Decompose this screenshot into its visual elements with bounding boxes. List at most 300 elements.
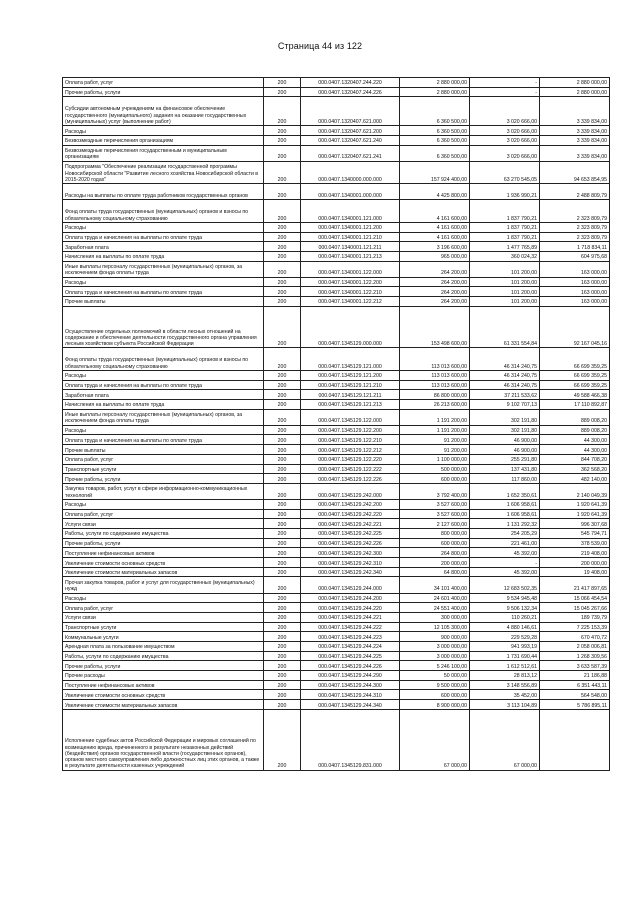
table-row	[63, 622, 610, 632]
row-remaining-cell: 6 351 443,11	[540, 680, 610, 690]
row-kbk-cell: 000.0407.1345129.244.290	[301, 671, 400, 681]
row-remaining-cell: 889 008,20	[540, 409, 610, 425]
row-code-cell: 200	[264, 519, 301, 529]
row-name-cell: Безвозмездные перечисления государственным и муниципальным организациям	[63, 145, 264, 161]
row-remaining-cell: 200 000,00	[540, 558, 610, 568]
row-executed-cell: 1 477 765,89	[470, 242, 540, 252]
row-remaining-cell: 2 323 809,79	[540, 222, 610, 232]
row-kbk-cell: 000.0407.1345129.244.223	[301, 632, 400, 642]
row-approved-cell: 264 200,00	[400, 277, 470, 287]
row-name-cell: Прочие выплаты	[63, 297, 264, 307]
row-name-cell: Транспортные услуги	[63, 464, 264, 474]
row-code-cell: 200	[264, 690, 301, 700]
row-kbk-cell: 000.0407.1345129.244.224	[301, 642, 400, 652]
row-code-cell: 200	[264, 474, 301, 484]
row-code-cell: 200	[264, 380, 301, 390]
row-kbk-cell: 000.0407.1345129.242.221	[301, 519, 400, 529]
row-executed-cell: 46 314 240,75	[470, 380, 540, 390]
table-row	[63, 370, 610, 380]
row-approved-cell: 264 800,00	[400, 548, 470, 558]
row-executed-cell: 46 314 240,75	[470, 348, 540, 371]
row-kbk-cell: 000.0407.1340001.000.000	[301, 184, 400, 200]
row-remaining-cell: 564 548,00	[540, 690, 610, 700]
table-row	[63, 548, 610, 558]
row-remaining-cell: 2 880 000,00	[540, 78, 610, 88]
row-approved-cell: 91 200,00	[400, 435, 470, 445]
table-row	[63, 135, 610, 145]
table-row	[63, 287, 610, 297]
row-kbk-cell: 000.0407.1345129.244.222	[301, 622, 400, 632]
table-row	[63, 97, 610, 126]
row-kbk-cell: 000.0407.1345129.121.210	[301, 380, 400, 390]
row-name-cell: Прочие работы, услуги	[63, 538, 264, 548]
row-approved-cell: 500 000,00	[400, 464, 470, 474]
row-code-cell: 200	[264, 370, 301, 380]
row-executed-cell: 229 529,28	[470, 632, 540, 642]
row-remaining-cell: 3 633 587,39	[540, 661, 610, 671]
row-executed-cell: -	[470, 558, 540, 568]
row-executed-cell: 4 880 146,61	[470, 622, 540, 632]
row-kbk-cell: 000.0407.1340001.121.210	[301, 232, 400, 242]
row-remaining-cell: 2 140 049,39	[540, 483, 610, 499]
row-remaining-cell: 44 300,00	[540, 435, 610, 445]
row-executed-cell: 360 024,32	[470, 251, 540, 261]
row-remaining-cell: 21 417 897,65	[540, 577, 610, 593]
row-kbk-cell: 000.0407.1345129.122.226	[301, 474, 400, 484]
table-row	[63, 558, 610, 568]
row-code-cell: 200	[264, 135, 301, 145]
row-executed-cell: 110 260,21	[470, 612, 540, 622]
row-code-cell: 200	[264, 425, 301, 435]
row-name-cell: Расходы	[63, 425, 264, 435]
row-code-cell: 200	[264, 399, 301, 409]
table-row	[63, 435, 610, 445]
row-kbk-cell: 000.0407.1345129.000.000	[301, 306, 400, 348]
row-kbk-cell: 000.0407.1345129.242.340	[301, 567, 400, 577]
row-remaining-cell: 5 786 895,11	[540, 700, 610, 710]
row-name-cell: Оплата работ, услуг	[63, 454, 264, 464]
page-counter: Страница 44 из 122	[277, 41, 363, 51]
table-row	[63, 242, 610, 252]
row-name-cell: Подпрограмма "Обеспечение реализации государственной программы Новосибирской области "Развитие лесного хозяйства Новосибирской области в 2015-2020 годах"	[63, 161, 264, 184]
row-approved-cell: 3 527 600,00	[400, 509, 470, 519]
row-remaining-cell: 44 300,00	[540, 445, 610, 455]
row-executed-cell: 1 837 790,21	[470, 200, 540, 223]
row-kbk-cell: 000.0407.1320407.621.000	[301, 97, 400, 126]
row-remaining-cell: 3 339 834,00	[540, 126, 610, 136]
row-name-cell: Прочая закупка товаров, работ и услуг для государственных (муниципальных) нужд	[63, 577, 264, 593]
row-name-cell: Оплата труда и начисления на выплаты по оплате труда	[63, 232, 264, 242]
row-name-cell: Иные выплаты персоналу государственных (муниципальных) органов, за исключением фонда оплаты труда	[63, 261, 264, 277]
row-executed-cell: 3 020 666,00	[470, 135, 540, 145]
row-approved-cell: 26 213 600,00	[400, 399, 470, 409]
row-remaining-cell: 2 880 000,00	[540, 87, 610, 97]
row-remaining-cell: 15 066 454,54	[540, 593, 610, 603]
row-executed-cell: 46 900,00	[470, 435, 540, 445]
row-code-cell: 200	[264, 622, 301, 632]
table-row	[63, 538, 610, 548]
row-executed-cell: 1 652 350,61	[470, 483, 540, 499]
row-approved-cell: 1 191 200,00	[400, 425, 470, 435]
row-kbk-cell: 000.0407.1320407.244.226	[301, 87, 400, 97]
row-remaining-cell: 482 140,00	[540, 474, 610, 484]
row-name-cell: Транспортные услуги	[63, 622, 264, 632]
row-remaining-cell: 66 699 359,25	[540, 370, 610, 380]
row-kbk-cell: 000.0407.1320407.621.241	[301, 145, 400, 161]
row-code-cell: 200	[264, 700, 301, 710]
row-name-cell: Увеличение стоимости основных средств	[63, 690, 264, 700]
row-executed-cell: 35 452,00	[470, 690, 540, 700]
row-approved-cell: 6 360 500,00	[400, 126, 470, 136]
row-name-cell: Увеличение стоимости материальных запасов	[63, 700, 264, 710]
row-name-cell: Увеличение стоимости основных средств	[63, 558, 264, 568]
row-name-cell: Заработная плата	[63, 390, 264, 400]
row-approved-cell: 4 161 600,00	[400, 222, 470, 232]
row-kbk-cell: 000.0407.1340001.121.200	[301, 222, 400, 232]
table-row	[63, 661, 610, 671]
row-kbk-cell: 000.0407.1320407.244.220	[301, 78, 400, 88]
table-row	[63, 709, 610, 770]
row-name-cell: Расходы	[63, 593, 264, 603]
row-approved-cell: 6 360 500,00	[400, 97, 470, 126]
row-code-cell: 200	[264, 680, 301, 690]
row-name-cell: Расходы на выплаты по оплате труда работников государственных органов	[63, 184, 264, 200]
row-code-cell: 200	[264, 651, 301, 661]
row-code-cell: 200	[264, 435, 301, 445]
row-approved-cell: 4 161 600,00	[400, 232, 470, 242]
row-name-cell: Закупка товаров, работ, услуг в сфере информационно-коммуникационных технологий	[63, 483, 264, 499]
row-name-cell: Арендная плата за пользование имуществом	[63, 642, 264, 652]
row-remaining-cell: 3 339 834,00	[540, 145, 610, 161]
row-name-cell: Исполнение судебных актов Российской Федерации и мировых соглашений по возмещению вреда, причиненного в результате незаконных действий (бездействия) органов государственной власти (государственных органов), органов местного самоуправления либо должностных лиц этих органов, а также в результате деятельности казенных учреждений	[63, 709, 264, 770]
row-kbk-cell: 000.0407.1345129.242.000	[301, 483, 400, 499]
table-row	[63, 297, 610, 307]
row-name-cell: Расходы	[63, 499, 264, 509]
row-kbk-cell: 000.0407.1345129.122.000	[301, 409, 400, 425]
row-remaining-cell: 1 268 309,56	[540, 651, 610, 661]
row-executed-cell: 1 131 292,32	[470, 519, 540, 529]
table-row	[63, 232, 610, 242]
row-approved-cell: 6 360 500,00	[400, 145, 470, 161]
row-name-cell: Работы, услуги по содержанию имущества	[63, 529, 264, 539]
row-name-cell: Фонд оплаты труда государственных (муниципальных) органов и взносы по обязательному социальному страхованию	[63, 348, 264, 371]
row-approved-cell: 34 101 400,00	[400, 577, 470, 593]
row-name-cell: Прочие выплаты	[63, 445, 264, 455]
row-kbk-cell: 000.0407.1345129.121.213	[301, 399, 400, 409]
row-kbk-cell: 000.0407.1345129.831.000	[301, 709, 400, 770]
row-executed-cell: 101 200,00	[470, 297, 540, 307]
row-executed-cell: 255 291,80	[470, 454, 540, 464]
row-code-cell: 200	[264, 184, 301, 200]
row-executed-cell: 63 270 545,05	[470, 161, 540, 184]
row-approved-cell: 2 127 600,00	[400, 519, 470, 529]
row-code-cell: 200	[264, 445, 301, 455]
row-approved-cell: 9 500 000,00	[400, 680, 470, 690]
row-remaining-cell: 2 058 006,81	[540, 642, 610, 652]
row-name-cell: Прочие расходы	[63, 671, 264, 681]
row-code-cell: 200	[264, 642, 301, 652]
row-approved-cell: 64 800,00	[400, 567, 470, 577]
row-code-cell: 200	[264, 200, 301, 223]
row-approved-cell: 4 425 800,00	[400, 184, 470, 200]
row-executed-cell: 941 993,19	[470, 642, 540, 652]
row-approved-cell: 264 200,00	[400, 297, 470, 307]
row-approved-cell: 91 200,00	[400, 445, 470, 455]
row-executed-cell: 1 837 790,21	[470, 232, 540, 242]
row-remaining-cell: 2 323 809,79	[540, 200, 610, 223]
row-approved-cell: 600 000,00	[400, 474, 470, 484]
row-approved-cell: 113 013 600,00	[400, 348, 470, 371]
row-kbk-cell: 000.0407.1345129.244.225	[301, 651, 400, 661]
row-approved-cell: 86 800 000,00	[400, 390, 470, 400]
row-name-cell: Поступление нефинансовых активов	[63, 548, 264, 558]
row-code-cell: 200	[264, 548, 301, 558]
row-kbk-cell: 000.0407.1340001.122.000	[301, 261, 400, 277]
row-approved-cell: 800 000,00	[400, 529, 470, 539]
row-kbk-cell: 000.0407.1345129.242.310	[301, 558, 400, 568]
row-code-cell: 200	[264, 97, 301, 126]
row-name-cell: Оплата работ, услуг	[63, 603, 264, 613]
row-executed-cell: 28 813,12	[470, 671, 540, 681]
row-approved-cell: 3 196 600,00	[400, 242, 470, 252]
row-approved-cell: 24 551 400,00	[400, 603, 470, 613]
table-row	[63, 632, 610, 642]
row-name-cell: Заработная плата	[63, 242, 264, 252]
table-row	[63, 519, 610, 529]
row-kbk-cell: 000.0407.1345129.242.220	[301, 509, 400, 519]
row-executed-cell: -	[470, 87, 540, 97]
table-row	[63, 200, 610, 223]
table-row	[63, 690, 610, 700]
row-remaining-cell: 66 699 359,25	[540, 348, 610, 371]
row-remaining-cell: 15 045 267,66	[540, 603, 610, 613]
row-executed-cell: 1 936 990,21	[470, 184, 540, 200]
row-kbk-cell: 000.0407.1345129.244.310	[301, 690, 400, 700]
row-approved-cell: 3 792 400,00	[400, 483, 470, 499]
row-approved-cell: 6 360 500,00	[400, 135, 470, 145]
table-row	[63, 261, 610, 277]
table-row	[63, 464, 610, 474]
row-remaining-cell: 604 975,68	[540, 251, 610, 261]
table-row	[63, 642, 610, 652]
table-row	[63, 161, 610, 184]
row-remaining-cell: 163 000,00	[540, 261, 610, 277]
row-kbk-cell: 000.0407.1345129.244.200	[301, 593, 400, 603]
row-remaining-cell: 1 920 641,39	[540, 509, 610, 519]
row-approved-cell: 264 200,00	[400, 261, 470, 277]
table-row	[63, 454, 610, 464]
row-code-cell: 200	[264, 567, 301, 577]
row-remaining-cell: 19 408,00	[540, 567, 610, 577]
row-executed-cell: 3 113 104,89	[470, 700, 540, 710]
row-code-cell: 200	[264, 603, 301, 613]
row-remaining-cell: 92 167 045,16	[540, 306, 610, 348]
row-remaining-cell: 17 110 892,87	[540, 399, 610, 409]
row-approved-cell: 900 000,00	[400, 632, 470, 642]
row-kbk-cell: 000.0407.1320407.621.200	[301, 126, 400, 136]
row-executed-cell: 9 506 132,34	[470, 603, 540, 613]
row-approved-cell: 300 000,00	[400, 612, 470, 622]
row-executed-cell: 1 612 512,61	[470, 661, 540, 671]
table-row	[63, 445, 610, 455]
row-approved-cell: 2 880 000,00	[400, 87, 470, 97]
row-code-cell: 200	[264, 577, 301, 593]
row-executed-cell: 46 314 240,75	[470, 370, 540, 380]
table-body	[63, 78, 610, 771]
row-approved-cell: 1 191 200,00	[400, 409, 470, 425]
row-name-cell: Начисления на выплаты по оплате труда	[63, 399, 264, 409]
row-code-cell: 200	[264, 671, 301, 681]
row-executed-cell: 3 020 666,00	[470, 97, 540, 126]
row-remaining-cell: 163 000,00	[540, 297, 610, 307]
row-kbk-cell: 000.0407.1340001.121.213	[301, 251, 400, 261]
row-code-cell: 200	[264, 297, 301, 307]
row-approved-cell: 113 013 600,00	[400, 380, 470, 390]
row-code-cell: 200	[264, 709, 301, 770]
budget-execution-table	[62, 77, 610, 771]
row-approved-cell: 157 924 400,00	[400, 161, 470, 184]
row-code-cell: 200	[264, 483, 301, 499]
row-kbk-cell: 000.0407.1345129.122.222	[301, 464, 400, 474]
row-approved-cell: 600 000,00	[400, 538, 470, 548]
row-name-cell: Оплата работ, услуг	[63, 78, 264, 88]
row-code-cell: 200	[264, 287, 301, 297]
table-row	[63, 380, 610, 390]
row-approved-cell: 264 200,00	[400, 287, 470, 297]
row-name-cell: Расходы	[63, 222, 264, 232]
table-row	[63, 612, 610, 622]
table-row	[63, 483, 610, 499]
row-code-cell: 200	[264, 593, 301, 603]
row-code-cell: 200	[264, 509, 301, 519]
row-approved-cell: 965 000,00	[400, 251, 470, 261]
row-executed-cell: -	[470, 78, 540, 88]
row-remaining-cell: 49 588 466,38	[540, 390, 610, 400]
row-code-cell: 200	[264, 251, 301, 261]
table-row	[63, 425, 610, 435]
row-kbk-cell: 000.0407.1345129.242.300	[301, 548, 400, 558]
row-remaining-cell: 189 739,79	[540, 612, 610, 622]
row-name-cell: Фонд оплаты труда государственных (муниципальных) органов и взносы по обязательному социальному страхованию	[63, 200, 264, 223]
row-executed-cell: 1 606 958,61	[470, 499, 540, 509]
table-row	[63, 651, 610, 661]
table-row	[63, 474, 610, 484]
row-approved-cell: 67 000,00	[400, 709, 470, 770]
row-approved-cell: 24 601 400,00	[400, 593, 470, 603]
row-approved-cell: 200 000,00	[400, 558, 470, 568]
row-executed-cell: 101 200,00	[470, 277, 540, 287]
table-row	[63, 509, 610, 519]
table-row	[63, 577, 610, 593]
row-code-cell: 200	[264, 87, 301, 97]
row-executed-cell: 1 837 790,21	[470, 222, 540, 232]
row-executed-cell: 46 900,00	[470, 445, 540, 455]
row-code-cell: 200	[264, 612, 301, 622]
row-code-cell: 200	[264, 558, 301, 568]
row-code-cell: 200	[264, 222, 301, 232]
row-executed-cell: 37 211 533,62	[470, 390, 540, 400]
row-executed-cell: 221 461,00	[470, 538, 540, 548]
row-remaining-cell: 996 307,68	[540, 519, 610, 529]
row-executed-cell: 61 331 554,84	[470, 306, 540, 348]
row-remaining-cell: 670 470,72	[540, 632, 610, 642]
row-kbk-cell: 000.0407.1345129.122.212	[301, 445, 400, 455]
row-kbk-cell: 000.0407.1340000.000.000	[301, 161, 400, 184]
row-name-cell: Услуги связи	[63, 612, 264, 622]
table-row	[63, 409, 610, 425]
row-code-cell: 200	[264, 232, 301, 242]
row-approved-cell: 3 527 600,00	[400, 499, 470, 509]
row-name-cell: Осуществление отдельных полномочий в области лесных отношений на содержание и обеспечение деятельности государственного органа управления лесным хозяйством субъекта Российской Федерации	[63, 306, 264, 348]
row-executed-cell: 3 020 666,00	[470, 145, 540, 161]
row-name-cell: Оплата труда и начисления на выплаты по оплате труда	[63, 435, 264, 445]
row-remaining-cell: 3 339 834,00	[540, 97, 610, 126]
row-remaining-cell: 378 539,00	[540, 538, 610, 548]
row-code-cell: 200	[264, 409, 301, 425]
row-code-cell: 200	[264, 529, 301, 539]
row-executed-cell: 1 606 958,61	[470, 509, 540, 519]
row-name-cell: Оплата труда и начисления на выплаты по оплате труда	[63, 287, 264, 297]
row-code-cell: 200	[264, 261, 301, 277]
row-code-cell: 200	[264, 78, 301, 88]
table-row	[63, 126, 610, 136]
row-name-cell: Работы, услуги по содержанию имущества	[63, 651, 264, 661]
table-row	[63, 348, 610, 371]
row-code-cell: 200	[264, 161, 301, 184]
row-kbk-cell: 000.0407.1345129.122.210	[301, 435, 400, 445]
row-code-cell: 200	[264, 464, 301, 474]
row-remaining-cell: 219 408,00	[540, 548, 610, 558]
row-executed-cell: 137 431,80	[470, 464, 540, 474]
row-executed-cell: 9 534 945,48	[470, 593, 540, 603]
row-approved-cell: 50 000,00	[400, 671, 470, 681]
table-row	[63, 567, 610, 577]
row-approved-cell: 8 900 000,00	[400, 700, 470, 710]
row-approved-cell: 4 161 600,00	[400, 200, 470, 223]
table-row	[63, 390, 610, 400]
row-name-cell: Начисления на выплаты по оплате труда	[63, 251, 264, 261]
row-remaining-cell: 844 708,20	[540, 454, 610, 464]
row-remaining-cell: 66 699 359,25	[540, 380, 610, 390]
row-executed-cell: 302 191,80	[470, 425, 540, 435]
row-kbk-cell: 000.0407.1345129.244.340	[301, 700, 400, 710]
row-remaining-cell: 94 653 854,95	[540, 161, 610, 184]
row-remaining-cell: 21 186,88	[540, 671, 610, 681]
table-row	[63, 671, 610, 681]
row-kbk-cell: 000.0407.1340001.121.211	[301, 242, 400, 252]
row-approved-cell: 5 246 100,00	[400, 661, 470, 671]
row-code-cell: 200	[264, 390, 301, 400]
row-name-cell: Прочие работы, услуги	[63, 474, 264, 484]
row-executed-cell: 9 102 707,13	[470, 399, 540, 409]
row-remaining-cell: 2 323 809,79	[540, 232, 610, 242]
row-name-cell: Расходы	[63, 277, 264, 287]
table-row	[63, 499, 610, 509]
row-remaining-cell: 1 920 641,39	[540, 499, 610, 509]
row-name-cell: Увеличение стоимости материальных запасов	[63, 567, 264, 577]
table-row	[63, 251, 610, 261]
row-name-cell: Иные выплаты персоналу государственных (муниципальных) органов, за исключением фонда оплаты труда	[63, 409, 264, 425]
row-code-cell: 200	[264, 145, 301, 161]
row-name-cell: Оплата труда и начисления на выплаты по оплате труда	[63, 380, 264, 390]
row-executed-cell: 12 683 502,35	[470, 577, 540, 593]
row-name-cell: Безвозмездные перечисления организациям	[63, 135, 264, 145]
table-row	[63, 78, 610, 88]
row-kbk-cell: 000.0407.1345129.244.221	[301, 612, 400, 622]
row-executed-cell: 101 200,00	[470, 261, 540, 277]
row-executed-cell: 101 200,00	[470, 287, 540, 297]
row-executed-cell: 3 020 666,00	[470, 126, 540, 136]
